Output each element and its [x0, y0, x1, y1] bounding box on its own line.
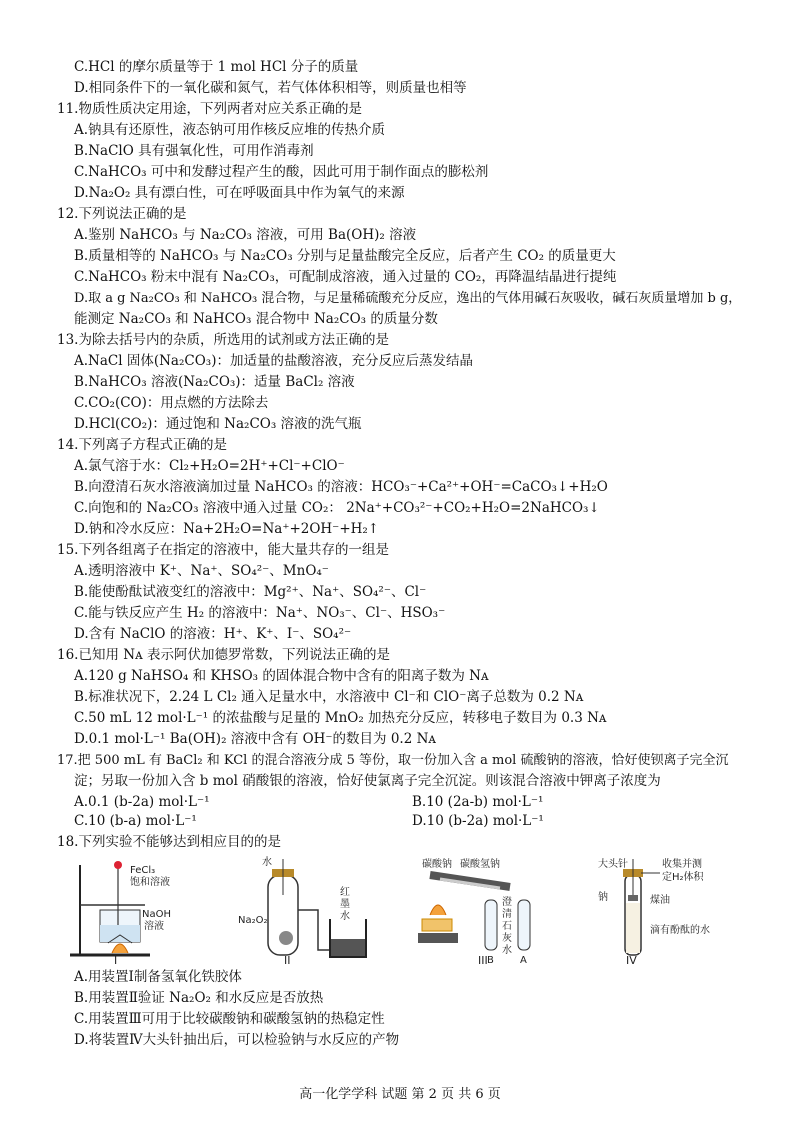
q18-stem: 18.下列实验不能够达到相应目的的是: [57, 834, 281, 850]
fig2-label-ink1: 红: [340, 887, 350, 898]
q17-option-c: C.10 (b-a) mol·L⁻¹: [74, 813, 197, 829]
fig3-label-nahco3: 碳酸氢钠: [460, 859, 500, 870]
q15-stem: 15.下列各组离子在指定的溶液中，能大量共存的一组是: [57, 542, 389, 558]
fig2-label-ink2: 墨: [340, 899, 350, 910]
fig1-label-saturated: 饱和溶液: [130, 877, 170, 888]
fig3-label-lime-1: 澄: [502, 897, 512, 908]
q13-option-c: C.CO₂(CO)：用点燃的方法除去: [74, 395, 269, 411]
q13-option-d: D.HCl(CO₂)：通过饱和 Na₂CO₃ 溶液的洗气瓶: [74, 416, 362, 432]
q14-option-b: B.向澄清石灰水溶液滴加过量 NaHCO₃ 的溶液：HCO₃⁻+Ca²⁺+OH⁻=CaCO₃↓+H₂O: [74, 479, 608, 495]
fig2-label-na2o2: Na₂O₂: [238, 915, 268, 926]
q11-option-c: C.NaHCO₃ 可中和发酵过程产生的酸，因此可用于制作面点的膨松剂: [74, 164, 489, 180]
figure-3-apparatus: [418, 857, 530, 965]
q15-option-c: C.能与铁反应产生 H₂ 的溶液中：Na⁺、NO₃⁻、Cl⁻、HSO₃⁻: [74, 605, 446, 621]
q17-option-a: A.0.1 (b-2a) mol·L⁻¹: [74, 794, 210, 810]
apparatus-figures: [0, 855, 800, 965]
q15-option-b: B.能使酚酞试液变红的溶液中：Mg²⁺、Na⁺、SO₄²⁻、Cl⁻: [74, 584, 427, 600]
q17-stem-line2: 淀；另取一份加入含 b mol 硝酸银的溶液，恰好使氯离子完全沉淀。则该混合溶液中钾离子浓度为: [74, 773, 661, 789]
q13-option-b: B.NaHCO₃ 溶液(Na₂CO₃)：适量 BaCl₂ 溶液: [74, 374, 355, 390]
fig4-label-na: 钠: [598, 892, 608, 903]
q17-option-d: D.10 (b-2a) mol·L⁻¹: [412, 813, 544, 829]
fig1-label-naoh: NaOH: [142, 909, 171, 920]
q18-option-d: D.将装置Ⅳ大头针抽出后，可以检验钠与水反应的产物: [74, 1032, 400, 1048]
fig3-label-na2co3: 碳酸钠: [422, 859, 452, 870]
fig3-label-lime-2: 清: [502, 909, 512, 920]
q16-option-c: C.50 mL 12 mol·L⁻¹ 的浓盐酸与足量的 MnO₂ 加热充分反应，转移电子数目为 0.3 Nᴀ: [74, 710, 607, 726]
fig3-label-lime-3: 石: [502, 921, 512, 932]
q16-stem: 16.已知用 Nᴀ 表示阿伏加德罗常数，下列说法正确的是: [57, 647, 390, 663]
q15-option-a: A.透明溶液中 K⁺、Na⁺、SO₄²⁻、MnO₄⁻: [74, 563, 329, 579]
q16-option-a: A.120 g NaHSO₄ 和 KHSO₃ 的固体混合物中含有的阳离子数为 Nᴀ: [74, 668, 489, 684]
fig1-label-fecl3: FeCl₃: [130, 865, 156, 876]
q18-option-a: A.用装置Ⅰ制备氢氧化铁胶体: [74, 969, 242, 985]
page-footer: 高一化学学科 试题 第 2 页 共 6 页: [299, 1087, 501, 1102]
fig4-label-pin: 大头针: [598, 859, 628, 870]
q11-option-b: B.NaClO 具有强氧化性，可用作消毒剂: [74, 143, 314, 159]
fig2-caption: II: [284, 954, 291, 965]
q18-option-b: B.用装置Ⅱ验证 Na₂O₂ 和水反应是否放热: [74, 990, 324, 1006]
q14-option-c: C.向饱和的 Na₂CO₃ 溶液中通入过量 CO₂： 2Na⁺+CO₃²⁻+CO₂+H₂O=2NaHCO₃↓: [74, 500, 600, 516]
q15-option-d: D.含有 NaClO 的溶液：H⁺、K⁺、I⁻、SO₄²⁻: [74, 626, 352, 642]
q17-stem-line1: 17.把 500 mL 有 BaCl₂ 和 KCl 的混合溶液分成 5 等份，取一份加入含 a mol 硫酸钠的溶液，恰好使钡离子完全沉: [57, 753, 729, 768]
fig2-label-water: 水: [262, 857, 272, 868]
q14-stem: 14.下列离子方程式正确的是: [57, 437, 227, 453]
q13-option-a: A.NaCl 固体(Na₂CO₃)：加适量的盐酸溶液，充分反应后蒸发结晶: [74, 353, 473, 369]
fig4-label-collect2: 定H₂体积: [662, 872, 704, 883]
q12-stem: 12.下列说法正确的是: [57, 206, 187, 222]
fig1-label-solution: 溶液: [144, 921, 164, 932]
figure-1-apparatus: [70, 861, 171, 955]
figure-2-apparatus: [238, 855, 366, 957]
fig3-label-a: A: [520, 955, 527, 965]
fig4-label-collect: 收集并测: [662, 859, 702, 870]
q10-option-c: C.HCl 的摩尔质量等于 1 mol HCl 分子的质量: [74, 59, 359, 75]
fig3-label-lime-5: 水: [502, 945, 512, 956]
q12-option-c: C.NaHCO₃ 粉末中混有 Na₂CO₃，可配制成溶液，通入过量的 CO₂，再降温结晶进行提纯: [74, 269, 617, 285]
fig4-label-water: 滴有酚酞的水: [650, 925, 710, 936]
fig2-label-ink3: 水: [340, 911, 350, 922]
q12-option-b: B.质量相等的 NaHCO₃ 与 Na₂CO₃ 分别与足量盐酸完全反应，后者产生 CO₂ 的质量更大: [74, 248, 616, 264]
q11-option-d: D.Na₂O₂ 具有漂白性，可在呼吸面具中作为氧气的来源: [74, 185, 405, 201]
q16-option-b: B.标准状况下，2.24 L Cl₂ 通入足量水中，水溶液中 Cl⁻和 ClO⁻离子总数为 0.2 Nᴀ: [74, 689, 584, 705]
q17-option-b: B.10 (2a-b) mol·L⁻¹: [412, 794, 544, 810]
q12-option-d-line1: D.取 a g Na₂CO₃ 和 NaHCO₃ 混合物，与足量稀硫酸充分反应，逸出的气体用碱石灰吸收，碱石灰质量增加 b g，: [74, 291, 742, 306]
fig3-label-lime-4: 灰: [502, 933, 512, 944]
q13-stem: 13.为除去括号内的杂质，所选用的试剂或方法正确的是: [57, 332, 389, 348]
q12-option-d-line2: 能测定 Na₂CO₃ 和 NaHCO₃ 混合物中 Na₂CO₃ 的质量分数: [74, 311, 438, 327]
q14-option-d: D.钠和冷水反应：Na+2H₂O=Na⁺+2OH⁻+H₂↑: [74, 521, 380, 537]
q16-option-d: D.0.1 mol·L⁻¹ Ba(OH)₂ 溶液中含有 OH⁻的数目为 0.2 Nᴀ: [74, 731, 437, 747]
fig3-caption: III: [478, 954, 488, 965]
fig3-label-b: B: [487, 955, 494, 965]
figure-4-apparatus: [598, 857, 710, 955]
fig4-label-oil: 煤油: [650, 895, 670, 906]
fig1-caption: I: [114, 954, 118, 965]
q14-option-a: A.氯气溶于水：Cl₂+H₂O=2H⁺+Cl⁻+ClO⁻: [74, 458, 345, 474]
q11-stem: 11.物质性质决定用途，下列两者对应关系正确的是: [57, 101, 362, 117]
q11-option-a: A.钠具有还原性，液态钠可用作核反应堆的传热介质: [74, 122, 386, 138]
q18-option-c: C.用装置Ⅲ可用于比较碳酸钠和碳酸氢钠的热稳定性: [74, 1011, 385, 1027]
q12-option-a: A.鉴别 NaHCO₃ 与 Na₂CO₃ 溶液，可用 Ba(OH)₂ 溶液: [74, 227, 417, 243]
fig4-caption: IV: [626, 954, 637, 965]
q10-option-d: D.相同条件下的一氧化碳和氮气，若气体体积相等，则质量也相等: [74, 80, 467, 96]
